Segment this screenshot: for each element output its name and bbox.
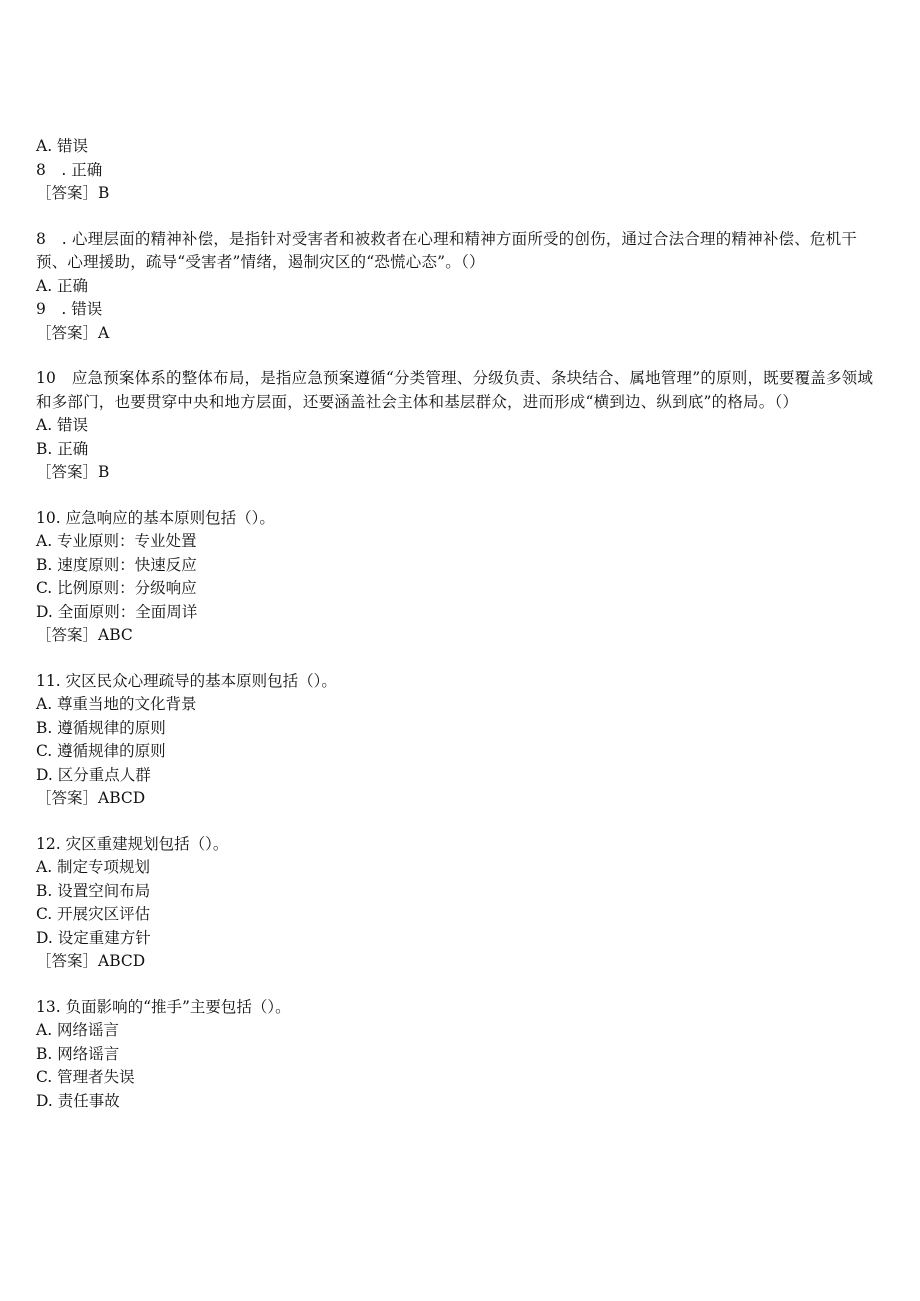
question-block (36, 670, 886, 811)
option-line: B. 速度原则：快速反应 (36, 555, 197, 574)
answer-line: ［答案］ABCD (36, 952, 146, 970)
question-text: 8 . 心理层面的精神补偿，是指针对受害者和被救者在心理和精神方面所受的创伤，通过合法合理的精神补偿、危机干预、心理援助，疏导“受害者”情绪，遏制灾区的“恐慌心态”。（） (36, 229, 858, 271)
question-text: 13. 负面影响的“推手”主要包括（）。 (36, 997, 291, 1016)
option-line: C. 管理者失误 (36, 1068, 135, 1086)
question-text: 10 应急预案体系的整体布局，是指应急预案遵循“分类管理、分级负责、条块结合、属地管理”的原则，既要覆盖多领域和多部门，也要贯穿中央和地方层面，还要涵盖社会主体和基层群众，进而形成“横到边、纵到底”的格局。（） (36, 369, 874, 411)
option-line: B. 遵循规律的原则 (36, 718, 166, 737)
option-line: C. 开展灾区评估 (36, 905, 151, 923)
answer-line: ［答案］B (36, 184, 110, 202)
option-line: A. 错误 (36, 137, 89, 155)
question-text: 12. 灾区重建规划包括（）。 (36, 834, 229, 853)
option-line: A. 错误 (36, 416, 89, 434)
document-page (36, 135, 886, 1135)
option-line: D. 设定重建方针 (36, 928, 151, 947)
option-line: B. 网络谣言 (36, 1044, 120, 1063)
option-line: A. 专业原则：专业处置 (36, 532, 197, 550)
question-block (36, 507, 886, 648)
option-line: A. 网络谣言 (36, 1021, 120, 1039)
answer-line: ［答案］ABCD (36, 789, 146, 807)
question-block (36, 833, 886, 974)
option-line: C. 比例原则：分级响应 (36, 579, 197, 597)
question-block (36, 135, 886, 206)
option-line: A. 制定专项规划 (36, 858, 151, 876)
option-line: D. 责任事故 (36, 1091, 120, 1110)
option-line: D. 区分重点人群 (36, 765, 151, 784)
option-line: A. 正确 (36, 276, 89, 295)
option-line: B. 正确 (36, 439, 89, 458)
option-line: A. 尊重当地的文化背景 (36, 695, 197, 713)
question-text: 11. 灾区民众心理疏导的基本原则包括（）。 (36, 671, 337, 690)
option-line: C. 遵循规律的原则 (36, 742, 166, 760)
option-line: B. 设置空间布局 (36, 881, 151, 900)
question-block (36, 367, 886, 485)
option-line: D. 全面原则：全面周详 (36, 602, 198, 621)
answer-line: ［答案］ABC (36, 626, 133, 644)
question-text: 10. 应急响应的基本原则包括（）。 (36, 508, 275, 527)
question-block (36, 996, 886, 1114)
answer-line: ［答案］A (36, 323, 110, 342)
answer-line: ［答案］B (36, 463, 110, 481)
option-line: 9 . 错误 (36, 300, 103, 318)
question-block (36, 228, 886, 346)
option-line: 8 . 正确 (36, 160, 103, 179)
